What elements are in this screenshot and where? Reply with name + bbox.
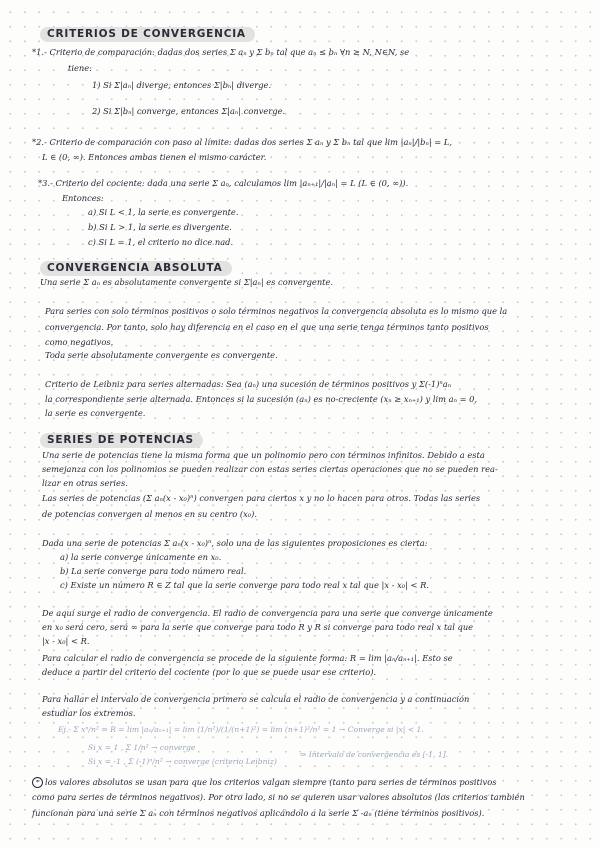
absoluta-definicion: Una serie Σ aₙ es absolutamente convergente si Σ|aₙ| es convergente.	[40, 277, 334, 287]
potencias-l4: Las series de potencias (Σ aₙ(x - x₀)ⁿ) convergen para ciertos x y no lo hacen para otros. Todas las series	[42, 493, 481, 503]
criterio-limite-cont: L ∈ (0, ∞). Entonces ambas tienen el mismo carácter.	[42, 152, 267, 162]
potencias-l15: Para hallar el intervalo de convergencia primero se calcula el radio de convergencia y a continuación	[42, 694, 470, 704]
criterio-comparacion: *1.- Criterio de comparación: dadas dos series Σ aₙ y Σ bₙ tal que aₙ ≤ bₙ ∀n ≥ N, N∈N, se	[32, 47, 410, 57]
ejemplo-linea-1: Ej.- Σ xⁿ/n² ⇒ R = lim |aₙ/aₙ₊₁| = lim (1/n²)/(1/(n+1)²) = lim (n+1)²/n² = 1 → Converge si |x| < 1.	[58, 725, 424, 734]
absoluta-parrafo-3: como negativos.	[45, 337, 114, 347]
criterio-cociente: *3.- Criterio del cociente: dada una serie Σ aₙ, calculamos lim |aₙ₊₁|/|aₙ| = L (L ∈ (0, ∞)).	[38, 178, 409, 188]
nota-3: funcionan para una serie Σ aₙ con términos negativos aplicándolo a la serie Σ -aₙ (tiene términos positivos).	[32, 808, 485, 818]
ejemplo-linea-2: Si x = 1 , Σ 1/n² → converge	[88, 743, 196, 752]
potencias-l7: a) la serie converge únicamente en x₀.	[60, 552, 222, 562]
potencias-l12: |x - x₀| < R.	[42, 636, 90, 646]
potencias-l16: estudiar los extremos.	[42, 708, 136, 718]
criterio-comparacion-item-1: 1) Si Σ|aₙ| diverge, entonces Σ|bₙ| diverge.	[92, 80, 272, 90]
potencias-l14: deduce a partir del criterio del cociente (por lo que se puede usar ese criterio).	[42, 667, 377, 677]
potencias-l5: de potencias convergen al menos en su centro (x₀).	[42, 509, 257, 519]
potencias-l6: Dada una serie de potencias Σ aₙ(x - x₀)ⁿ, solo una de las siguientes proposiciones es cierta:	[42, 538, 428, 548]
absoluta-teorema: Toda serie absolutamente convergente es convergente.	[45, 350, 278, 360]
potencias-l2: semejanza con los polinomios se pueden realizar con estas series ciertas operaciones que no se pueden rea-	[42, 464, 498, 474]
ejemplo-intervalo: ⇒ Intervalo de convergencia es [-1, 1].	[300, 750, 449, 759]
criterio-comparacion-item-2: 2) Si Σ|bₙ| converge, entonces Σ|aₙ| converge.	[92, 106, 286, 116]
heading-criterios: CRITERIOS DE CONVERGENCIA	[40, 27, 255, 42]
criterio-cociente-b: b) Si L > 1, la serie es divergente.	[88, 222, 232, 232]
potencias-l10: De aquí surge el radio de convergencia. El radio de convergencia para una serie que converge únicamente	[42, 608, 493, 618]
absoluta-parrafo-1: Para series con solo términos positivos o solo términos negativos la convergencia absoluta es lo mismo que la	[45, 306, 508, 316]
potencias-l1: Una serie de potencias tiene la misma forma que un polinomio pero con términos infinitos. Debido a esta	[42, 450, 485, 460]
criterio-comparacion-cont: tiene:	[68, 63, 92, 73]
criterio-cociente-entonces: Entonces:	[62, 193, 104, 203]
criterio-cociente-a: a) Si L < 1, la serie es convergente.	[88, 207, 239, 217]
leibniz-1: Criterio de Leibniz para series alternadas: Sea (aₙ) una sucesión de términos positivos y Σ(-1)ⁿaₙ	[45, 379, 452, 389]
nota-1: los valores absolutos se usan para que los criterios valgan siempre (tanto para series de términos positivos	[45, 777, 497, 787]
potencias-l9: c) Existe un número R ∈ Z tal que la serie converge para todo real x tal que |x - x₀| < R.	[60, 580, 430, 590]
heading-potencias: SERIES DE POTENCIAS	[40, 433, 203, 448]
absoluta-parrafo-2: convergencia. Por tanto, solo hay diferencia en el caso en el que una serie tenga términos tanto positivos	[45, 322, 489, 332]
leibniz-3: la serie es convergente.	[45, 408, 146, 418]
criterio-cociente-c: c) Si L = 1, el criterio no dice nad.	[88, 237, 234, 247]
footnote-mark: *	[32, 777, 43, 788]
ejemplo-linea-3: Si x = -1 , Σ (-1)ⁿ/n² → converge (criterio Leibniz)	[88, 757, 277, 766]
criterio-limite: *2.- Criterio de comparación con paso al límite: dadas dos series Σ aₙ y Σ bₙ tal que lim |aₙ|/|bₙ| = L,	[32, 137, 453, 147]
potencias-l3: lizar en otras series.	[42, 478, 128, 488]
nota-2: como para series de términos negativos). Por otro lado, si no se quieren usar valores absolutos (los criterios también	[32, 792, 525, 802]
leibniz-2: la correspondiente serie alternada. Entonces si la sucesión (aₙ) es no-creciente (xₙ ≥ xₙ₊₁) y lim aₙ = 0,	[45, 394, 478, 404]
heading-absoluta: CONVERGENCIA ABSOLUTA	[40, 261, 232, 276]
potencias-l13: Para calcular el radio de convergencia se procede de la siguiente forma: R = lim |aₙ/aₙ₊₁|. Esto se	[42, 653, 453, 663]
potencias-l11: en x₀ será cero, será ∞ para la serie que converge para todo R y R si converge para todo real x tal que	[42, 622, 474, 632]
potencias-l8: b) La serie converge para todo número real.	[60, 566, 247, 576]
